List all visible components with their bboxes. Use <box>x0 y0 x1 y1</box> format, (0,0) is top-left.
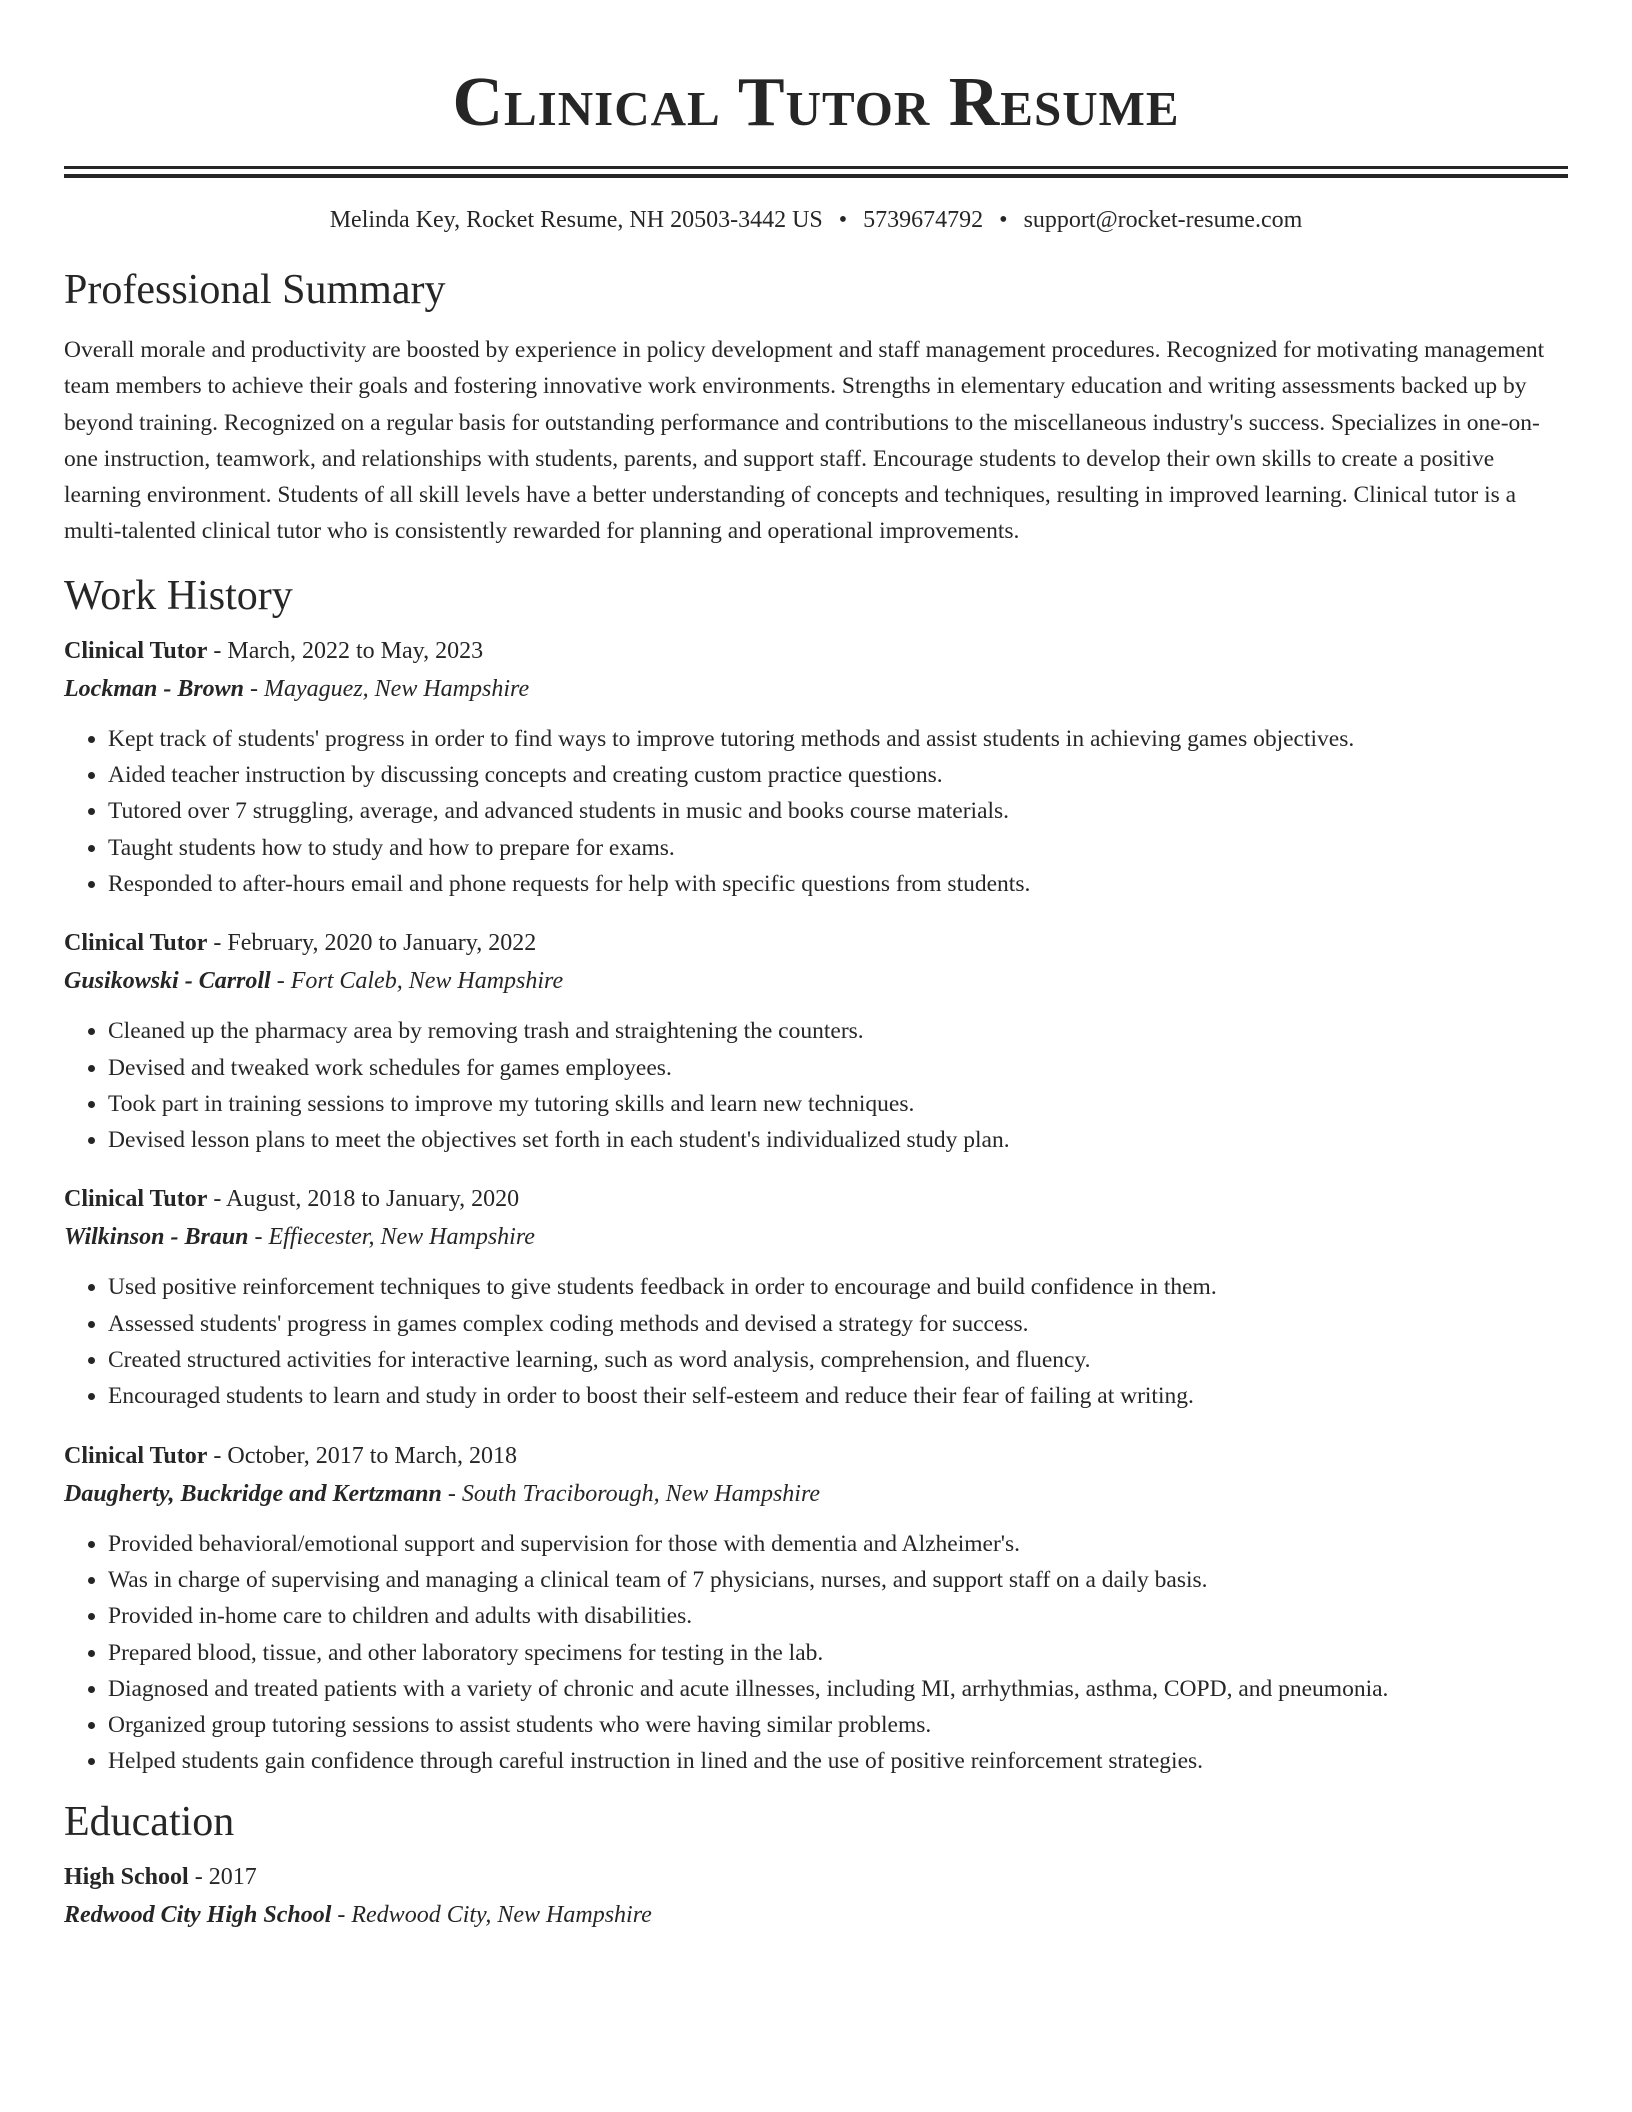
job-header <box>64 632 1568 670</box>
duty-item: • Assessed students' progress in games complex coding methods and devised a strategy for success. <box>108 1306 1568 1342</box>
duty-item: • Took part in training sessions to improve my tutoring skills and learn new techniques. <box>108 1086 1568 1122</box>
job-title: Clinical Tutor <box>64 1186 208 1213</box>
duty-item: • Was in charge of supervising and managing a clinical team of 7 physicians, nurses, and support staff on a daily basis. <box>108 1562 1568 1598</box>
job-duties <box>64 1269 1568 1414</box>
duty-item: • Organized group tutoring sessions to assist students who were having similar problems. <box>108 1707 1568 1743</box>
page-title: Clinical Tutor Resume <box>452 64 1180 141</box>
job-dates: - August, 2018 to January, 2020 <box>207 1186 520 1213</box>
duty-item: • Devised and tweaked work schedules for games employees. <box>108 1050 1568 1086</box>
duty-item: • Used positive reinforcement techniques to give students feedback in order to encourage and build confidence in them. <box>108 1269 1568 1305</box>
duty-item: • Helped students gain confidence through careful instruction in lined and the use of positive reinforcement strategies. <box>108 1743 1568 1779</box>
job-title: Clinical Tutor <box>64 930 208 957</box>
duty-item: • Tutored over 7 struggling, average, and advanced students in music and books course materials. <box>108 793 1568 829</box>
duty-item: • Kept track of students' progress in order to find ways to improve tutoring methods and assist students in achieving games objectives. <box>108 721 1568 757</box>
education-school-line <box>64 1896 1568 1934</box>
education-header <box>64 1858 1568 1896</box>
job-header <box>64 1180 1568 1218</box>
summary-section <box>64 264 1568 550</box>
job-company: Gusikowski - Carroll <box>64 968 271 995</box>
education-school: Redwood City High School <box>64 1901 332 1928</box>
education-section <box>64 1796 1568 1934</box>
duty-item: • Provided in-home care to children and adults with disabilities. <box>108 1598 1568 1634</box>
education-degree: High School <box>64 1863 189 1890</box>
duty-item: • Devised lesson plans to meet the objectives set forth in each student's individualized study plan. <box>108 1122 1568 1158</box>
job-header <box>64 924 1568 962</box>
job-header <box>64 1437 1568 1475</box>
job-duties <box>64 1526 1568 1780</box>
duty-item: • Created structured activities for interactive learning, such as word analysis, comprehension, and fluency. <box>108 1342 1568 1378</box>
contact-phone: 5739674792 <box>863 207 984 233</box>
job-location: - Mayaguez, New Hampshire <box>244 675 530 702</box>
job-title: Clinical Tutor <box>64 637 208 664</box>
job-duties <box>64 1013 1568 1158</box>
contact-separator: • <box>999 207 1008 233</box>
job-entry <box>64 924 1568 1158</box>
job-dates: - October, 2017 to March, 2018 <box>207 1442 518 1469</box>
education-entry <box>64 1858 1568 1934</box>
contact-address: Melinda Key, Rocket Resume, NH 20503-3442 US <box>329 207 823 233</box>
contact-separator: • <box>838 207 848 233</box>
job-company: Daugherty, Buckridge and Kertzmann <box>64 1480 442 1507</box>
work-history-section <box>64 570 1568 1780</box>
title-divider <box>64 166 1568 178</box>
education-heading: Education <box>64 1798 235 1845</box>
job-employer <box>64 670 1568 708</box>
job-company: Wilkinson - Braun <box>64 1224 249 1251</box>
duty-item: • Cleaned up the pharmacy area by removing trash and straightening the counters. <box>108 1013 1568 1049</box>
job-company: Lockman - Brown <box>64 675 245 702</box>
job-employer <box>64 1218 1568 1256</box>
job-duties <box>64 721 1568 902</box>
summary-heading: Professional Summary <box>64 267 446 313</box>
job-entry <box>64 1180 1568 1414</box>
duty-item: • Encouraged students to learn and study in order to boost their self-esteem and reduce their fear of failing at writing. <box>108 1378 1568 1414</box>
duty-item: • Prepared blood, tissue, and other laboratory specimens for testing in the lab. <box>108 1635 1568 1671</box>
job-entry <box>64 632 1568 902</box>
job-entry <box>64 1437 1568 1780</box>
work-history-heading: Work History <box>64 572 293 619</box>
job-employer <box>64 1475 1568 1513</box>
contact-email: support@rocket-resume.com <box>1023 207 1303 233</box>
job-location: - South Traciborough, New Hampshire <box>441 1480 821 1507</box>
duty-item: • Taught students how to study and how to prepare for exams. <box>108 830 1568 866</box>
education-location: - Redwood City, New Hampshire <box>331 1901 652 1928</box>
job-dates: - February, 2020 to January, 2022 <box>207 930 537 957</box>
contact-line <box>64 204 1568 236</box>
job-location: - Effiecester, New Hampshire <box>248 1224 535 1251</box>
job-dates: - March, 2022 to May, 2023 <box>207 637 484 664</box>
job-employer <box>64 962 1568 1000</box>
duty-item: • Diagnosed and treated patients with a variety of chronic and acute illnesses, including MI, arrhythmias, asthma, COPD, and pneumonia. <box>108 1671 1568 1707</box>
job-location: - Fort Caleb, New Hampshire <box>270 968 564 995</box>
duty-item: • Aided teacher instruction by discussing concepts and creating custom practice questions. <box>108 757 1568 793</box>
summary-text: Overall morale and productivity are boosted by experience in policy development and staff management procedures. Recognized for motivating management team members to achieve their goals and fostering innovative work environments. Strengths in elementary education and writing assessments backed up by beyond training. Recognized on a regular basis for outstanding performance and contributions to the miscellaneous industry's success. Specializes in one-on-one instruction, teamwork, and relationships with students, parents, and support staff. Encourage students to develop their own skills to create a positive learning environment. Students of all skill levels have a better understanding of concepts and techniques, resulting in improved learning. Clinical tutor is a multi-talented clinical tutor who is consistently rewarded for planning and operational improvements. <box>64 337 1545 545</box>
resume-page <box>64 0 1568 1934</box>
duty-item: • Provided behavioral/emotional support and supervision for those with dementia and Alzheimer's. <box>108 1526 1568 1562</box>
duty-item: • Responded to after-hours email and phone requests for help with specific questions from students. <box>108 866 1568 902</box>
education-year: - 2017 <box>188 1863 257 1890</box>
job-title: Clinical Tutor <box>64 1442 208 1469</box>
